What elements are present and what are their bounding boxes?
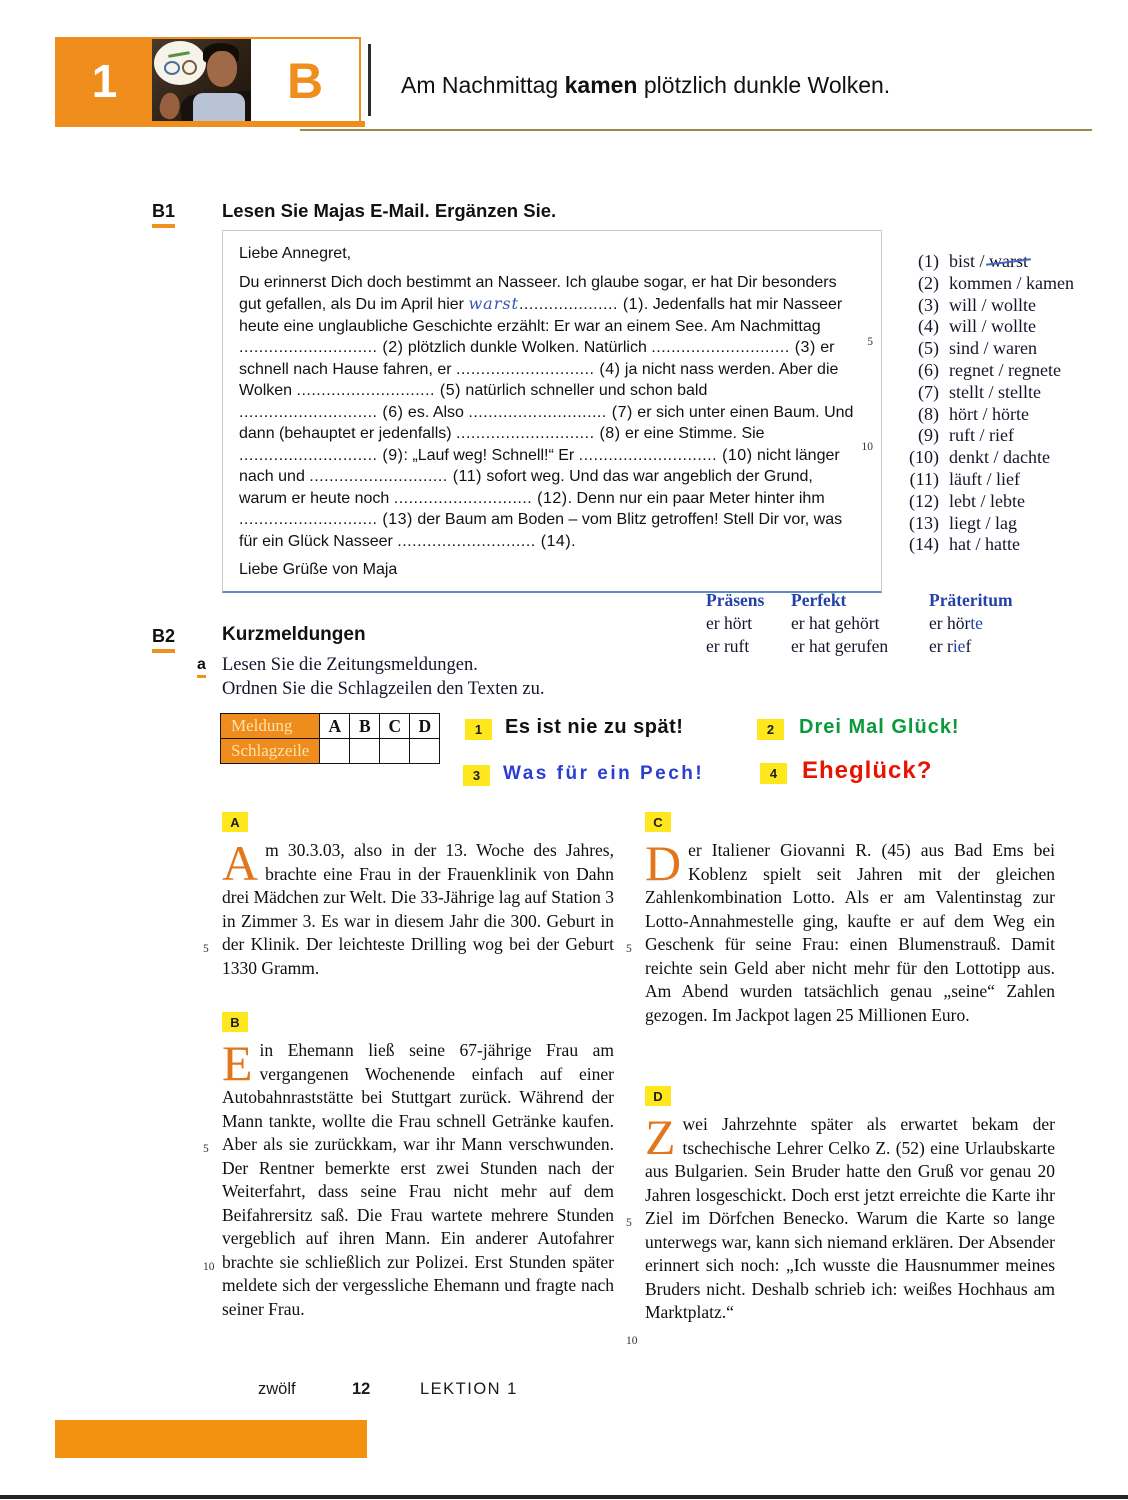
word-choice-row: (3) will / wollte — [918, 294, 1037, 315]
section-b1-title: Lesen Sie Majas E-Mail. Ergänzen Sie. — [222, 200, 557, 221]
lesson-label: LEKTION 1 — [420, 1380, 518, 1398]
lesson-number-box — [57, 39, 152, 123]
article-a-badge: A — [222, 812, 248, 832]
word-choice-row: (2) kommen / kamen — [918, 272, 1074, 293]
headline-4-text: Eheglück? — [802, 757, 933, 784]
article-c-text: Der Italiener Giovanni R. (45) aus Bad Ems bei Koblenz spielt seit Jahren mit der gleichen Zahlenkombination Lotto. Als er am Valentinstag zur Lotto-Annahmestelle ging, kaufte er auf dem Weg ein Geschenk für seine Frau: einen Blumenstrauß. Damit reichte sein Geld aber nicht mehr für den Lottotipp aus. Am Abend wurden tatsächlich genau „seine“ Zahlen gezogen. Im Jackpot lagen 25 Millionen Euro. 5 — [626, 835, 1055, 1025]
headline-2-number-badge: 2 — [757, 719, 784, 740]
task-a-instructions — [222, 654, 545, 701]
sentence-highlight: kamen — [564, 72, 638, 98]
article-c — [626, 812, 1055, 1027]
person-hand — [156, 91, 183, 122]
table-cell: C — [380, 714, 410, 739]
word-choice-row: (7) stellt / stellte — [918, 381, 1041, 402]
fill-in-blank: ............................ (11) — [309, 468, 482, 485]
line-number-10: 10 — [203, 1260, 215, 1273]
fill-in-blank: ............................ (6) — [239, 403, 404, 421]
word-choice-row: (11) läuft / lief — [909, 468, 1020, 489]
email-closing: Liebe Grüße von Maja — [239, 561, 398, 578]
word-choice-row: (14) hat / hatte — [909, 534, 1020, 555]
table-cell — [410, 739, 440, 764]
line-number-5: 5 — [626, 1217, 632, 1229]
word-choice-row: (5) sind / waren — [918, 338, 1037, 359]
page-bottom-edge — [0, 1495, 1128, 1499]
fill-in-blank: ............................ (7) — [468, 403, 633, 421]
section-b2-title: Kurzmeldungen — [222, 624, 366, 645]
table-cell — [320, 739, 350, 764]
article-a-text: Am 30.3.03, also in der 13. Woche des Jahres, brachte eine Frau in der Frauenklinik von Dahn drei Mädchen zur Welt. Die 33-Jährige lag auf Station 3 in Zimmer 3. Es war in diesem Jahr die 300. Geburt in der Klinik. Der leichteste Drilling wog bei der Geburt 1330 Gramm. 5 — [203, 835, 614, 978]
article-b — [203, 1012, 614, 1321]
lesson-photo — [152, 39, 251, 123]
person-face — [207, 51, 237, 87]
grammar-table: Präsens Perfekt Präteritum er hört er hat gehört er hörte er ruft er hat gerufen er rief — [706, 590, 1013, 656]
headline-1-text: Es ist nie zu spät! — [505, 716, 684, 738]
word-choice-row: (8) hört / hörte — [918, 403, 1029, 424]
article-b-badge: B — [222, 1012, 248, 1032]
fill-in-blank: .................... (1) — [518, 296, 644, 313]
line-number-5: 5 — [203, 1143, 209, 1155]
section-letter: B — [286, 53, 324, 109]
word-choice-row: (9) ruft / rief — [918, 425, 1014, 446]
instruction-line-2: Ordnen Sie die Schlagzeilen den Texten zu. — [222, 678, 545, 699]
crossed-out-word: warst — [989, 251, 1029, 271]
lesson-number: 1 — [91, 55, 118, 107]
drop-cap: D — [645, 835, 682, 891]
fill-in-blank: ............................ (8) — [456, 425, 621, 442]
table-cell — [350, 739, 380, 764]
section-b2-label: B2 — [152, 626, 175, 653]
header-divider — [368, 44, 371, 116]
line-number-5: 5 — [203, 943, 209, 955]
sentence-suffix: plötzlich dunkle Wolken. — [637, 72, 891, 98]
headline-3-text: Was für ein Pech! — [503, 763, 705, 784]
headline-1 — [465, 716, 684, 740]
email-body: Du erinnerst Dich doch bestimmt an Nasseer. Ich glaube sogar, er hat Dir besonders gut gefallen, als Du im April hier warst.................... (1). Jedenfalls hat mir Nasseer heute eine unglaubliche Geschichte erzählt: Er war an einem See. Am Nachmittag ............................ (2) plötzlich dunkle Wolken. Natürlich ............................ (3) er schnell nach Hause fahren, er ............................ (4) ja nicht nass werden. Aber die Wolken ............................ (5) natürlich schneller und schon bald ............................ (6) es. Also ............................ (7) er sich unter einen Baum. Und dann (behauptet er jedenfalls) ............................ (8) er eine Stimme. Sie ............................ (9): „Lauf weg! Schnell!“ Er ............................ (10) nicht länger nach und ............................ (11) sofort weg. Und das war angeblich der Grund, warum er heute noch ............................ (12). Denn nur ein paar Meter hinter ihm ............................ (13) der Baum am Boden – vom Blitz getroffen! Stell Dir vor, was für ein Glück Nasseer ............................ (14). — [239, 273, 854, 550]
header-rule — [300, 129, 1092, 131]
fill-in-blank: ............................ (3) — [651, 339, 816, 356]
article-c-badge: C — [645, 812, 671, 832]
matching-table — [220, 713, 440, 764]
headline-3-number-badge: 3 — [463, 765, 490, 786]
word-choice-list — [893, 251, 1119, 556]
line-number-10: 10 — [626, 1334, 638, 1347]
article-d-text: Zwei Jahrzehnte später als erwartet bekam der tschechische Lehrer Celko Z. (52) eine Urlaubskarte aus Bulgarien. Sein Bruder hatte den Gruß vor genau 20 Jahren losgeschickt. Doch erst jetzt erreichte die Karte ihr Ziel im Dörfchen Benecko. Warum die Karte so lange unterwegs war, kann sich niemand erklären. Der Absender erinnert sich noch: „Ich wusste die Hausnummer meines Bruders nicht. Deshalb schrieb ich: weißes Hochhaus am Marktplatz.“ 5 10 — [645, 1113, 1055, 1325]
sentence-prefix: Am Nachmittag — [401, 72, 565, 98]
example-sentence — [401, 72, 890, 99]
line-number-5: 5 — [867, 336, 873, 348]
table-cell: A — [320, 714, 350, 739]
line-number-5: 5 — [626, 943, 632, 955]
headline-2-text: Drei Mal Glück! — [799, 716, 960, 738]
fill-in-blank: ............................ (4) — [456, 360, 621, 378]
drop-cap: A — [222, 835, 259, 891]
fill-in-blank: ............................ (13) — [239, 511, 413, 528]
fill-in-blank: ............................ (2) — [239, 339, 404, 356]
word-choice-row: (4) will / wollte — [918, 316, 1037, 337]
fill-in-blank: ............................ (12) — [393, 489, 568, 507]
fill-in-blank: ............................ (5) — [296, 382, 461, 399]
page-number: 12 — [352, 1380, 371, 1398]
header-orange-bar — [55, 121, 365, 127]
section-letter-box — [251, 39, 359, 123]
table-cell — [380, 739, 410, 764]
table-row-label: Schlagzeile — [221, 739, 320, 764]
instruction-line-1: Lesen Sie die Zeitungsmeldungen. — [222, 655, 478, 675]
email-salutation: Liebe Annegret, — [239, 245, 352, 262]
word-choice-row: (6) regnet / regnete — [918, 359, 1061, 380]
drop-cap: E — [222, 1035, 253, 1091]
article-d-badge: D — [645, 1086, 671, 1106]
article-a — [203, 812, 614, 980]
table-row-label: Meldung — [221, 714, 320, 739]
headline-4-number-badge: 4 — [760, 763, 787, 784]
fill-in-blank: ............................ (10) — [578, 446, 753, 464]
table-cell: D — [410, 714, 440, 739]
word-choice-row: (10) denkt / dachte — [909, 447, 1050, 468]
fill-in-blank: ............................ (14) — [397, 532, 572, 550]
word-choice-row: (13) liegt / lag — [909, 512, 1017, 533]
page-number-word: zwölf — [258, 1380, 296, 1398]
headline-1-number-badge: 1 — [465, 719, 492, 740]
headline-4 — [760, 757, 933, 785]
article-b-text: Ein Ehemann ließ seine 67-jährige Frau am vergangenen Wochenende einfach auf einer Autobahnraststätte bei Stuttgart zurück. Während der Mann tankte, wollte die Frau schnell Getränke kaufen. Aber als sie zurückkam, war ihr Mann verschwunden. Der Rentner bemerkte erst zwei Stunden nach der Weiterfahrt, dass seine Frau nicht mehr auf dem Beifahrersitz saß. Die Frau wartete mehrere Stunden vergeblich auf ihren Mann. Ein anderer Autofahrer brachte sie schließlich zur Polizei. Erst Stunden später meldete sich der vergessliche Ehemann und fragte nach seiner Frau. 5 10 — [203, 1035, 614, 1319]
table-cell: B — [350, 714, 380, 739]
word-choice-row: (12) lebt / lebte — [909, 490, 1025, 511]
section-b1-label: B1 — [152, 201, 175, 228]
drop-cap: Z — [645, 1109, 676, 1165]
thought-bubble-icon — [154, 41, 206, 85]
article-d — [626, 1086, 1055, 1347]
fill-in-blank: ............................ (9) — [239, 446, 404, 464]
person-shirt — [193, 93, 245, 123]
line-number-10: 10 — [861, 441, 873, 453]
handwritten-answer: warst — [468, 294, 519, 313]
footer-orange-bar — [55, 1420, 367, 1458]
word-choice-row: (1) bist / warst — [918, 251, 1029, 271]
task-a-label: a — [197, 656, 206, 678]
headline-2 — [757, 716, 960, 740]
email-box — [222, 230, 882, 593]
headline-3 — [463, 765, 704, 786]
lesson-header-strip — [55, 37, 361, 125]
